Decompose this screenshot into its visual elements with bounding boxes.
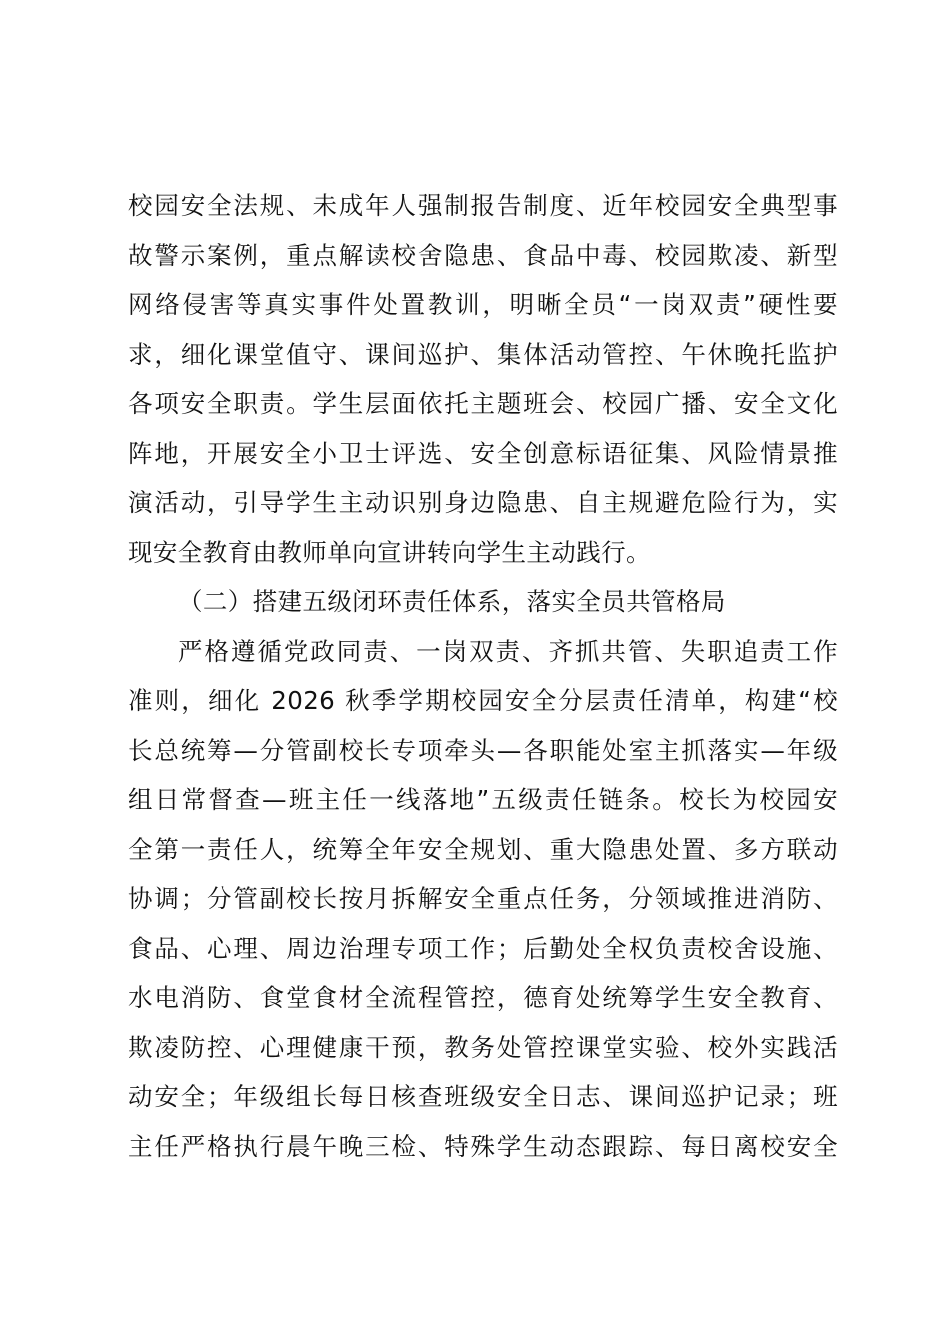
text-line: 准则，细化 2026 秋季学期校园安全分层责任清单，构建“校 xyxy=(128,686,838,715)
text-line: 组日常督查—班主任一线落地”五级责任链条。校长为校园安 xyxy=(128,785,838,814)
text-line: 全第一责任人，统筹全年安全规划、重大隐患处置、多方联动 xyxy=(128,834,838,864)
text-line: 求，细化课堂值守、课间巡护、集体活动管控、午休晚托监护 xyxy=(128,339,838,369)
text-line: 现安全教育由教师单向宣讲转向学生主动践行。 xyxy=(128,537,651,567)
text-line: 协调；分管副校长按月拆解安全重点任务，分领域推进消防、 xyxy=(128,884,838,913)
text-line: 演活动，引导学生主动识别身边隐患、自主规避危险行为，实 xyxy=(128,488,838,517)
text-line: 动安全；年级组长每日核查班级安全日志、课间巡护记录；班 xyxy=(128,1082,838,1111)
text-line: 长总统筹—分管副校长专项牵头—各职能处室主抓落实—年级 xyxy=(128,735,838,765)
paragraph-responsibility-system xyxy=(128,627,838,1172)
text-line: 阵地，开展安全小卫士评选、安全创意标语征集、风险情景推 xyxy=(128,438,838,468)
text-line: 主任严格执行晨午晚三检、特殊学生动态跟踪、每日离校安全 xyxy=(128,1131,838,1161)
text-line: 网络侵害等真实事件处置教训，明晰全员“一岗双责”硬性要 xyxy=(128,290,838,319)
text-line: 严格遵循党政同责、一岗双责、齐抓共管、失职追责工作 xyxy=(178,636,838,666)
text-line: 故警示案例，重点解读校舍隐患、食品中毒、校园欺凌、新型 xyxy=(128,240,838,270)
text-line: 欺凌防控、心理健康干预，教务处管控课堂实验、校外实践活 xyxy=(128,1032,838,1062)
document-page xyxy=(128,181,838,1171)
text-line: 校园安全法规、未成年人强制报告制度、近年校园安全典型事 xyxy=(128,191,838,220)
paragraph-continuation xyxy=(128,181,838,577)
section-heading: （二）搭建五级闭环责任体系，落实全员共管格局 xyxy=(178,587,726,616)
text-line: 各项安全职责。学生层面依托主题班会、校园广播、安全文化 xyxy=(128,389,838,418)
text-line: 食品、心理、周边治理专项工作；后勤处全权负责校舍设施、 xyxy=(128,933,838,963)
text-line: 水电消防、食堂食材全流程管控，德育处统筹学生安全教育、 xyxy=(128,983,838,1012)
